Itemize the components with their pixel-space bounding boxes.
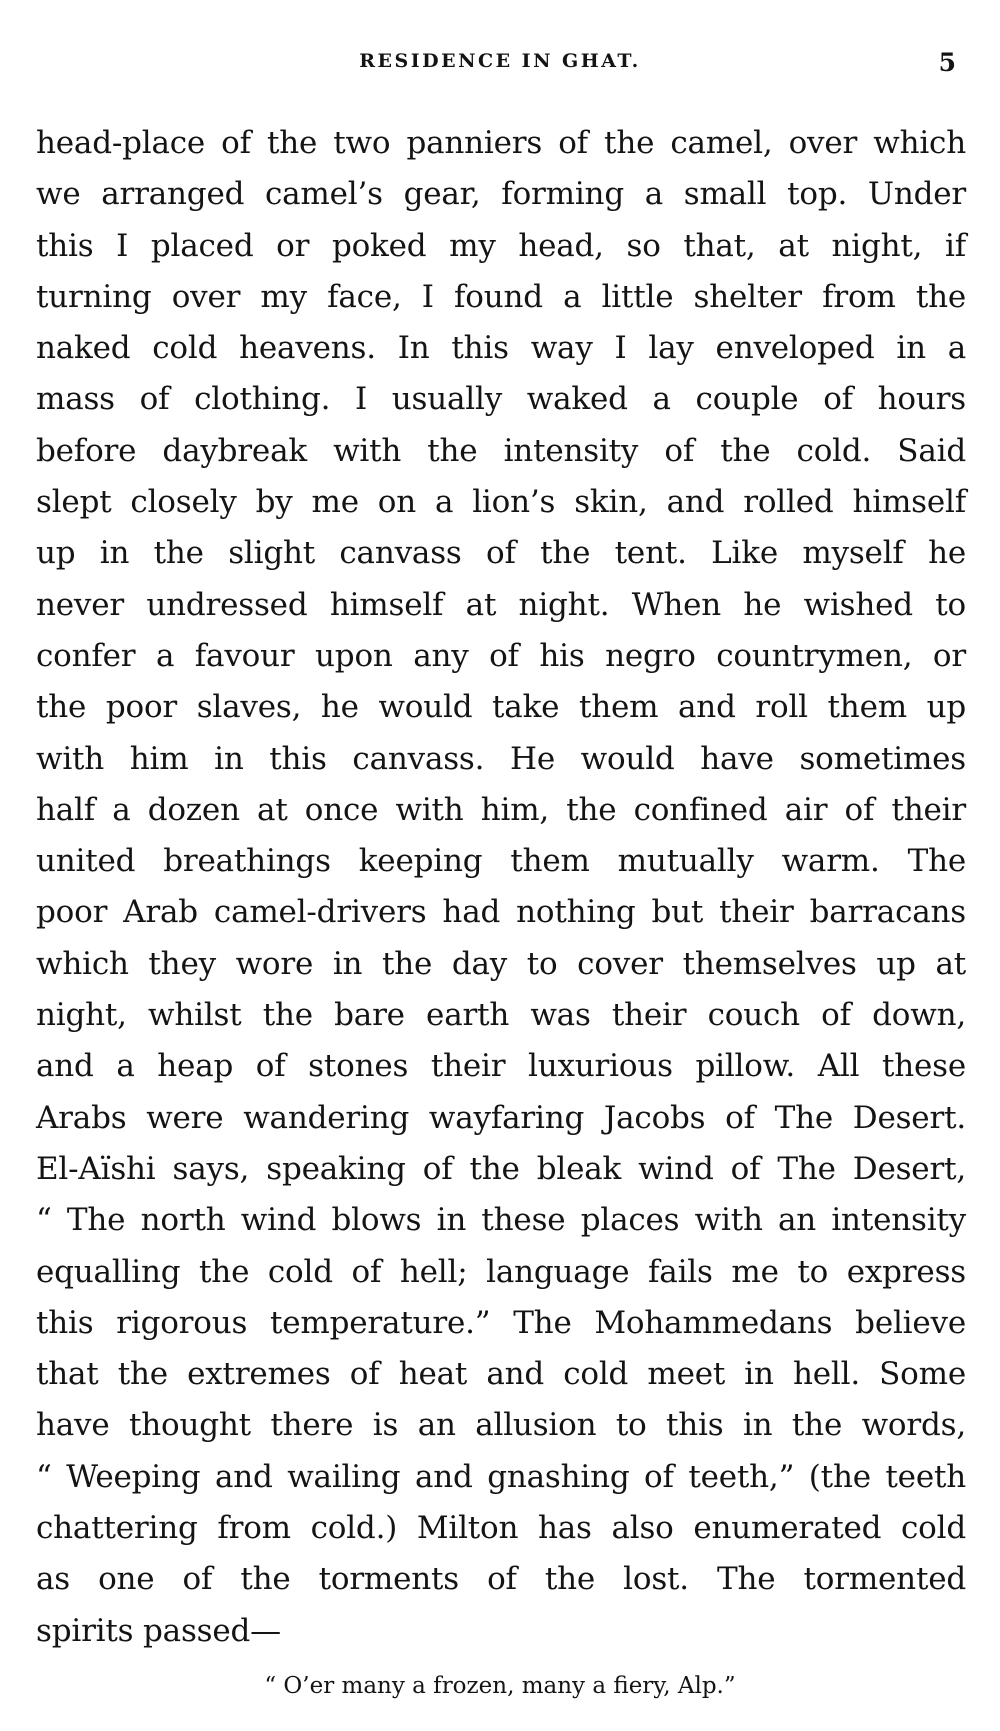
body-text [36, 118, 966, 1657]
text-line: night, whilst the bare earth was their couch of down, [36, 997, 966, 1034]
text-line: “ Weeping and wailing and gnashing of teeth,” (the teeth [36, 1458, 966, 1495]
text-line: El-Aïshi says, speaking of the bleak wind of The Desert, [36, 1150, 966, 1187]
running-head [40, 50, 960, 84]
page-number: 5 [938, 48, 956, 77]
text-line: head-place of the two panniers of the camel, over which [36, 125, 966, 161]
text-line: mass of clothing. I usually waked a couple of hours [36, 381, 966, 418]
text-line: turning over my face, I found a little shelter from the [36, 278, 966, 315]
text-line: the poor slaves, he would take them and roll them up [36, 689, 966, 726]
block-quote: “ O’er many a frozen, many a fiery, Alp.” [264, 1673, 736, 1699]
text-line: naked cold heavens. In this way I lay enveloped in a [36, 330, 966, 367]
text-line: with him in this canvass. He would have sometimes [36, 740, 966, 777]
text-line: slept closely by me on a lion’s skin, and rolled himself [36, 484, 966, 521]
text-line: united breathings keeping them mutually warm. The [36, 843, 966, 880]
text-line: before daybreak with the intensity of the cold. Said [36, 432, 966, 469]
text-line: we arranged camel’s gear, forming a small top. Under [36, 176, 966, 213]
text-line: never undressed himself at night. When he wished to [36, 586, 966, 623]
text-line: which they wore in the day to cover themselves up at [36, 945, 966, 982]
text-line: up in the slight canvass of the tent. Like myself he [36, 535, 966, 572]
text-line: poor Arab camel-drivers had nothing but their barracans [36, 894, 966, 931]
text-line: this rigorous temperature.” The Mohammedans believe [36, 1304, 966, 1341]
text-line: and a heap of stones their luxurious pillow. All these [36, 1048, 966, 1085]
text-line: spirits passed— [36, 1612, 281, 1649]
text-line: Arabs were wandering wayfaring Jacobs of The Desert. [36, 1099, 966, 1136]
text-line: chattering from cold.) Milton has also enumerated cold [36, 1510, 966, 1547]
text-line: equalling the cold of hell; language fails me to express [36, 1253, 966, 1290]
text-line: confer a favour upon any of his negro countrymen, or [36, 637, 966, 674]
text-line: that the extremes of heat and cold meet in hell. Some [36, 1356, 966, 1393]
text-line: “ The north wind blows in these places with an intensity [36, 1202, 966, 1239]
text-line: as one of the torments of the lost. The tormented [36, 1561, 966, 1598]
text-line: have thought there is an allusion to this in the words, [36, 1407, 966, 1444]
text-line: this I placed or poked my head, so that, at night, if [36, 227, 966, 264]
running-title: RESIDENCE IN GHAT. [359, 50, 641, 72]
text-line: half a dozen at once with him, the confined air of their [36, 791, 966, 828]
